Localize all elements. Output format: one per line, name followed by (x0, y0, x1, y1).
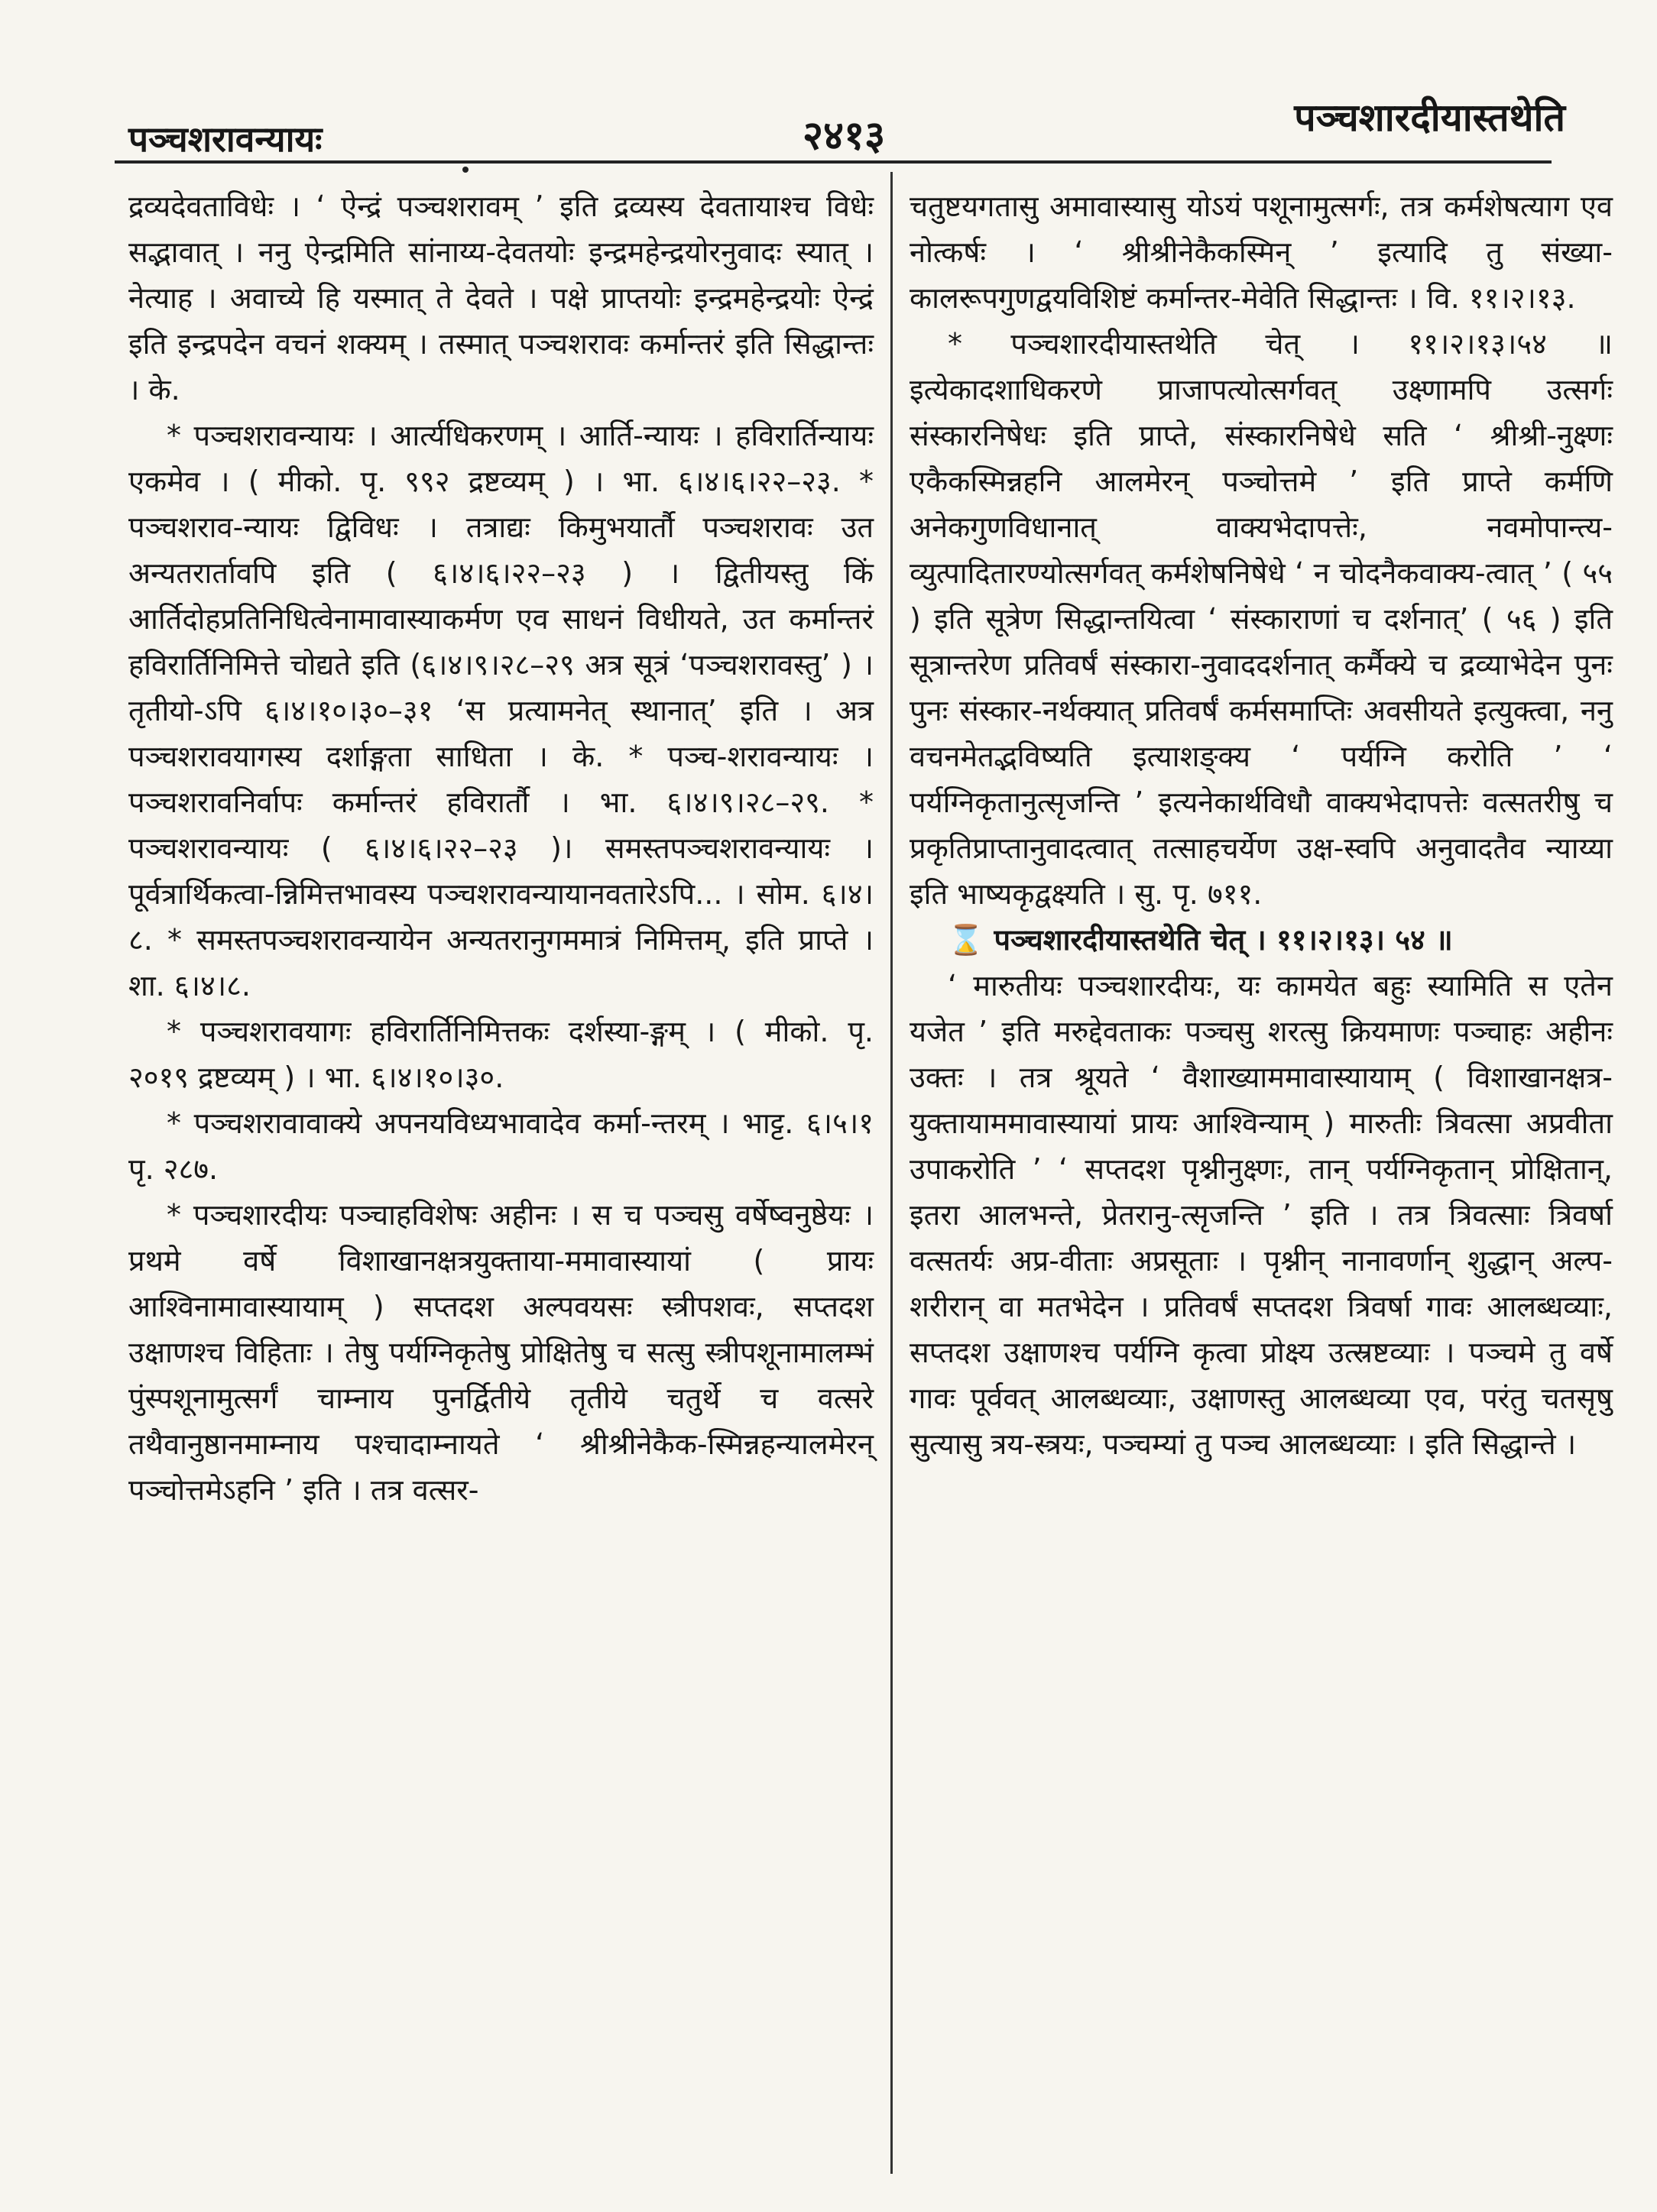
ink-dot (462, 167, 469, 173)
paragraph: द्रव्यदेवताविधेः । ‘ ऐन्द्रं पञ्चशरावम् ’ इति द्रव्यस्य देवतायाश्च विधेः सद्भावात् । ननु ऐन्द्रमिति सांनाय्य-देवतयोः इन्द्रमहेन्द्रयोरनुवादः स्यात् । नेत्याह । अवाच्ये हि यस्मात् ते देवते । पक्षे प्राप्तयोः इन्द्रमहेन्द्रयोः ऐन्द्रं इति इन्द्रपदेन वचनं शक्यम् । तस्मात् पञ्चशरावः कर्मान्तरं इति सिद्धान्तः । के. (128, 189, 874, 406)
running-head-right: पञ्चशारदीयास्तथेति (1294, 96, 1565, 140)
paragraph: ‘ मारुतीयः पञ्चशारदीयः, यः कामयेत बहुः स्यामिति स एतेन यजेत ’ इति मरुद्देवताकः पञ्चसु शरत्सु क्रियमाणः पञ्चाहः अहीनः उक्तः । तत्र श्रूयते ‘ वैशाख्याममावास्यायाम् ( विशाखानक्षत्र-युक्तायाममावास्यायां प्रायः आश्विन्याम् ) मारुतीः त्रिवत्सा अप्रवीता उपाकरोति ’ ‘ सप्तदश पृश्नीनुक्ष्णः, तान् पर्यग्निकृतान् प्रोक्षितान्, इतरा आलभन्ते, प्रेतरानु-त्सृजन्ति ’ इति । तत्र त्रिवत्साः त्रिवर्षा वत्सतर्यः अप्र-वीताः अप्रसूताः । पृश्नीन् नानावर्णान् शुद्धान् अल्प-शरीरान् वा मतभेदेन । प्रतिवर्षं सप्तदश त्रिवर्षा गावः आलब्धव्याः, सप्तदश उक्षाणश्च पर्यग्नि कृत्वा प्रोक्ष्य उत्स्रष्टव्याः । पञ्चमे तु वर्षे गावः पूर्ववत् आलब्धव्याः, उक्षाणस्तु आलब्धव्या एव, परंतु चतसृषु सुत्यासु त्रय-स्त्रयः, पञ्चम्यां तु पञ्च आलब्धव्याः । इति सिद्धान्ते । (910, 969, 1613, 1461)
header-rule (115, 160, 1552, 164)
running-head-left: पञ्चशरावन्यायः (128, 118, 323, 160)
page-header (0, 0, 1657, 160)
section-heading: ⌛ पञ्चशारदीयास्तथेति चेत् । ११।२।१३। ५४ ॥ (948, 923, 1453, 957)
column-divider (890, 172, 893, 2174)
paragraph: * पञ्चशारदीयः पञ्चाहविशेषः अहीनः । स च पञ्चसु वर्षेष्वनुष्ठेयः । प्रथमे वर्षे विशाखानक्षत्रयुक्ताया-ममावास्यायां ( प्रायः आश्विनामावास्यायाम् ) सप्तदश अल्पवयसः स्त्रीपशवः, सप्तदश उक्षाणश्च विहिताः । तेषु पर्यग्निकृतेषु प्रोक्षितेषु च सत्सु स्त्रीपशूनामालम्भं पुंस्पशूनामुत्सर्गं चाम्नाय पुनर्द्वितीये तृतीये चतुर्थे च वत्सरे तथैवानुष्ठानमाम्नाय पश्चादाम्नायते ‘ श्रीश्रीनेकैक-स्मिन्नहन्यालमेरन् पञ्चोत्तमेऽहनि ’ इति । तत्र वत्सर- (128, 1198, 874, 1507)
paragraph: चतुष्टयगतासु अमावास्यासु योऽयं पशूनामुत्सर्गः, तत्र कर्मशेषत्याग एव नोत्कर्षः । ‘ श्रीश्रीनेकैकस्मिन् ’ इत्यादि तु संख्या-कालरूपगुणद्वयविशिष्टं कर्मान्तर-मेवेति सिद्धान्तः । वि. ११।२।१३. (910, 189, 1613, 315)
left-column (128, 183, 874, 1513)
page-number: २४१३ (803, 113, 886, 159)
paragraph: * पञ्चशारदीयास्तथेति चेत् । ११।२।१३।५४ ॥ इत्येकादशाधिकरणे प्राजापत्योत्सर्गवत् उक्ष्णामपि उत्सर्गः संस्कारनिषेधः इति प्राप्ते, संस्कारनिषेधे सति ‘ श्रीश्री-नुक्ष्णः एकैकस्मिन्नहनि आलमेरन् पञ्चोत्तमे ’ इति प्राप्ते कर्मणि अनेकगुणविधानात् वाक्यभेदापत्तेः, नवमोपान्त्य-व्युत्पादितारण्योत्सर्गवत् कर्मशेषनिषेधे ‘ न चोदनैकवाक्य-त्वात् ’ ( ५५ ) इति सूत्रेण सिद्धान्तयित्वा ‘ संस्काराणां च दर्शनात्’ ( ५६ ) इति सूत्रान्तरेण प्रतिवर्षं संस्कारा-नुवाददर्शनात् कर्मैक्ये च द्रव्याभेदेन पुनः पुनः संस्कार-नर्थक्यात् प्रतिवर्षं कर्मसमाप्तिः अवसीयते इत्युक्त्वा, ननु वचनमेतद्भविष्यति इत्याशङ्क्य ‘ पर्यग्नि करोति ’ ‘ पर्यग्निकृतानुत्सृजन्ति ’ इत्यनेकार्थविधौ वाक्यभेदापत्तेः वत्सतरीषु च प्रकृतिप्राप्तानुवादत्वात् तत्साहचर्येण उक्ष-स्वपि अनुवादतैव न्याय्या इति भाष्यकृद्वक्ष्यति । सु. पृ. ७११. (910, 327, 1613, 911)
paragraph: * पञ्चशरावयागः हविरार्तिनिमित्तकः दर्शस्या-ङ्गम् । ( मीको. पृ. २०१९ द्रष्टव्यम् ) । भा. ६।४।१०।३०. (128, 1015, 874, 1094)
paragraph: * पञ्चशरावन्यायः । आर्त्यधिकरणम् । आर्ति-न्यायः । हविरार्तिन्यायः एकमेव । ( मीको. पृ. ९९२ द्रष्टव्यम् ) । भा. ६।४।६।२२–२३. * पञ्चशराव-न्यायः द्विविधः । तत्राद्यः किमुभयार्तौ पञ्चशरावः उत अन्यतरार्तावपि इति ( ६।४।६।२२–२३ ) । द्वितीयस्तु किं आर्तिदोहप्रतिनिधित्वेनामावास्याकर्मण एव साधनं विधीयते, उत कर्मान्तरं हविरार्तिनिमित्ते चोद्यते इति (६।४।९।२८–२९ अत्र सूत्रं ‘पञ्चशरावस्तु’ ) । तृतीयो-ऽपि ६।४।१०।३०–३१ ‘स प्रत्यामनेत् स्थानात्’ इति । अत्र पञ्चशरावयागस्य दर्शाङ्गता साधिता । के. * पञ्च-शरावन्यायः । पञ्चशरावनिर्वापः कर्मान्तरं हविरार्तौ । भा. ६।४।९।२८–२९. * पञ्चशरावन्यायः ( ६।४।६।२२–२३ )। समस्तपञ्चशरावन्यायः । पूर्वत्रार्थिकत्वा-न्निमित्तभावस्य पञ्चशरावन्यायानवतारेऽपि... । सोम. ६।४।८. * समस्तपञ्चशरावन्यायेन अन्यतरानुगममात्रं निमित्तम्, इति प्राप्ते । शा. ६।४।८. (128, 419, 874, 1002)
paragraph: * पञ्चशरावावाक्ये अपनयविध्यभावादेव कर्मा-न्तरम् । भाट्ट. ६।५।१ पृ. २८७. (128, 1106, 874, 1186)
right-column (910, 183, 1613, 1467)
